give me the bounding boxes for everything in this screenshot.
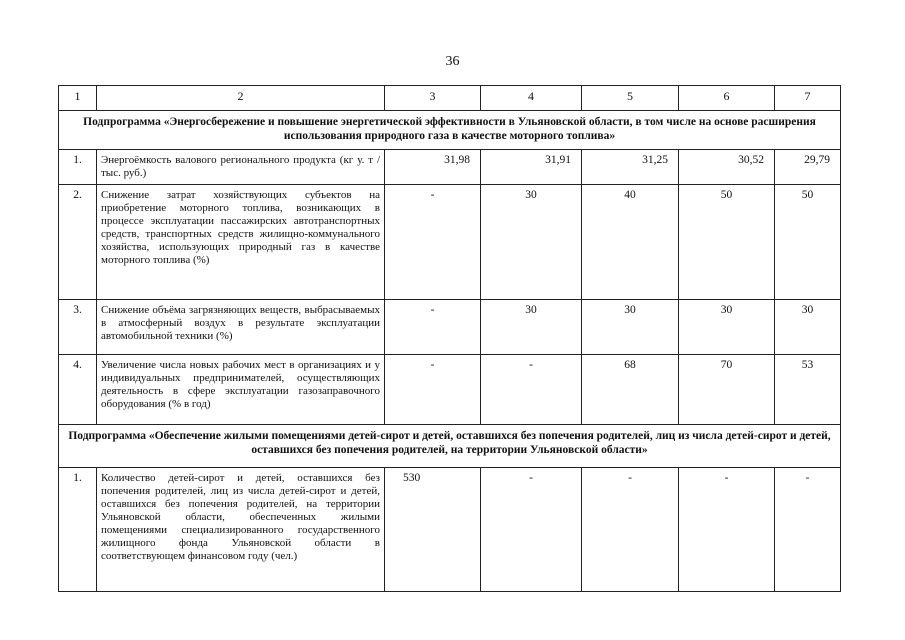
value-cell: 30 [775,300,841,355]
value-cell: - [775,468,841,592]
header-cell: 1 [59,86,97,111]
section-title: Подпрограмма «Энергосбережение и повышение энергетической эффективности в Ульяновской области, в том числе на основе расширения использования природного газа в качестве моторного топлива» [59,111,841,150]
value-cell: - [385,355,481,425]
value-cell: - [679,468,775,592]
value-cell: 53 [775,355,841,425]
row-number: 4. [59,355,97,425]
section-title-row [59,425,841,468]
value-cell: 70 [679,355,775,425]
header-cell: 7 [775,86,841,111]
header-cell: 3 [385,86,481,111]
table-row [59,355,841,425]
indicators-table [58,85,841,592]
value-cell: 29,79 [775,150,841,185]
section-title-row [59,111,841,150]
table-row [59,468,841,592]
table-row [59,185,841,300]
table-row [59,150,841,185]
value-cell: 30 [481,185,582,300]
value-cell: 31,91 [481,150,582,185]
value-cell: 30 [582,300,679,355]
value-cell: 40 [582,185,679,300]
row-number: 3. [59,300,97,355]
row-number: 2. [59,185,97,300]
value-cell: - [385,300,481,355]
value-cell: 31,25 [582,150,679,185]
section-title: Подпрограмма «Обеспечение жилыми помещениями детей-сирот и детей, оставшихся без попечения родителей, лиц из числа детей-сирот и детей, оставшихся без попечения родителей, на территории Ульяновской области» [59,425,841,468]
value-cell: 50 [679,185,775,300]
value-cell: 30 [481,300,582,355]
row-number: 1. [59,150,97,185]
value-cell: 68 [582,355,679,425]
row-number: 1. [59,468,97,592]
value-cell: - [385,185,481,300]
row-description: Снижение объёма загрязняющих веществ, выбрасываемых в атмосферный воздух в результате эксплуатации автомобильной техники (%) [97,300,385,355]
value-cell: 30 [679,300,775,355]
page-number: 36 [445,54,460,69]
row-description: Снижение затрат хозяйствующих субъектов на приобретение моторного топлива, возникающих в процессе эксплуатации пассажирских автотранспортных средств, транспортных средств жилищно-коммунального хозяйства, использующих природный газ в качестве моторного топлива (%) [97,185,385,300]
value-cell: - [582,468,679,592]
value-cell: 530 [385,468,481,592]
row-description: Увеличение числа новых рабочих мест в организациях и у индивидуальных предпринимателей, осуществляющих деятельность в сфере эксплуатации газозаправочного оборудования (% в год) [97,355,385,425]
value-cell: 50 [775,185,841,300]
value-cell: 31,98 [385,150,481,185]
header-cell: 2 [97,86,385,111]
header-cell: 5 [582,86,679,111]
value-cell: - [481,468,582,592]
header-cell: 4 [481,86,582,111]
header-cell: 6 [679,86,775,111]
table-row [59,300,841,355]
value-cell: 30,52 [679,150,775,185]
row-description: Энергоёмкость валового регионального продукта (кг у. т / тыс. руб.) [97,150,385,185]
row-description: Количество детей-сирот и детей, оставшихся без попечения родителей, лиц из числа детей-сирот и детей, оставшихся без попечения родителей, на территории Ульяновской области, обеспеченных жилыми помещениями специализированного государственного жилищного фонда Ульяновской области в соответствующем финансовом году (чел.) [97,468,385,592]
value-cell: - [481,355,582,425]
header-row [59,86,841,111]
